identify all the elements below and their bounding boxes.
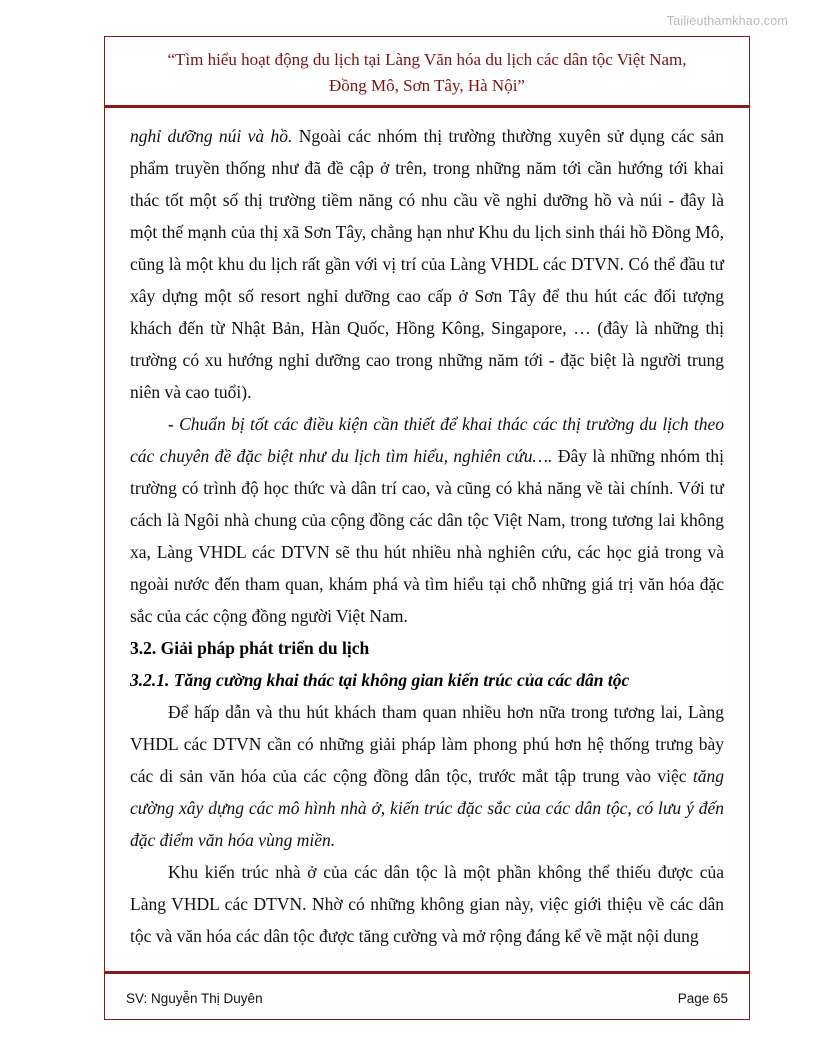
paragraph-2-rest: Đây là những nhóm thị trường có trình độ học thức và dân trí cao, và cũng có khả năng về tài chính. Với tư cách là Ngôi nhà chung của cộng đồng các dân tộc Việt Nam, trong tương lai không xa, Làng VHDL các DTVN sẽ thu hút nhiều nhà nghiên cứu, các học giả trong và ngoài nước đến tham quan, khám phá và tìm hiểu tại chỗ những giá trị văn hóa đặc sắc của các cộng đồng người Việt Nam. [130,446,724,627]
paragraph-1-rest: Ngoài các nhóm thị trường thường xuyên sử dụng các sản phẩm truyền thống như đã đề cập ở trên, trong những năm tới cần hướng tới khai thác tốt một số thị trường tiềm năng có nhu cầu về nghỉ dưỡng hồ và núi - đây là một thế mạnh của thị xã Sơn Tây, chẳng hạn như Khu du lịch sinh thái hồ Đồng Mô, cũng là một khu du lịch rất gần với vị trí của Làng VHDL các DTVN. Có thể đầu tư xây dựng một số resort nghỉ dưỡng cao cấp ở Sơn Tây để thu hút các đối tượng khách đến từ Nhật Bản, Hàn Quốc, Hồng Kông, Singapore, … (đây là những thị trường có xu hướng nghỉ dưỡng cao trong những năm tới - đặc biệt là người trung niên và cao tuổi). [130,126,724,403]
paragraph-1-italic-lead: nghỉ dưỡng núi và hồ. [130,126,293,146]
paragraph-2 [130,408,724,632]
paragraph-1 [130,120,724,408]
section-heading-3-2-1: 3.2.1. Tăng cường khai thác tại không gian kiến trúc của các dân tộc [130,670,630,691]
paragraph-3 [130,696,724,856]
page-content [104,36,750,1020]
paragraph-3-start: Để hấp dẫn và thu hút khách tham quan nhiều hơn nữa trong tương lai, Làng VHDL các DTVN cần có những giải pháp làm phong phú hơn hệ thống trưng bày các di sản văn hóa của các cộng đồng dân tộc, trước mắt tập trung vào việc [130,702,724,787]
running-header-line-2: Đồng Mô, Sơn Tây, Hà Nội” [329,75,525,95]
footer-author: SV: Nguyễn Thị Duyên [126,991,263,1006]
paragraph-3-italic-tail: tăng cường xây dựng các mô hình nhà ở, kiến trúc đặc sắc của các dân tộc, có lưu ý đến đặc điểm văn hóa vùng miền. [130,766,724,851]
section-heading-3-2: 3.2. Giải pháp phát triển du lịch [130,638,370,659]
paragraph-4: Khu kiến trúc nhà ở của các dân tộc là một phần không thể thiếu được của Làng VHDL các DTVN. Nhờ có những không gian này, việc giới thiệu về các dân tộc và văn hóa các dân tộc được tăng cường và mở rộng đáng kể về mặt nội dung [130,862,724,947]
watermark: Tailieuthamkhao.com [666,14,788,28]
footer-page-number: Page 65 [677,991,728,1006]
paragraph-2-italic-lead: - Chuẩn bị tốt các điều kiện cần thiết để khai thác các thị trường du lịch theo các chuyên đề đặc biệt như du lịch tìm hiểu, nghiên cứu…. [130,414,724,467]
footer-divider [104,971,750,974]
body-text [126,108,728,952]
running-header-line-1: “Tìm hiểu hoạt động du lịch tại Làng Văn hóa du lịch các dân tộc Việt Nam, [167,50,687,69]
running-header [126,36,728,98]
page-footer [126,991,728,1006]
